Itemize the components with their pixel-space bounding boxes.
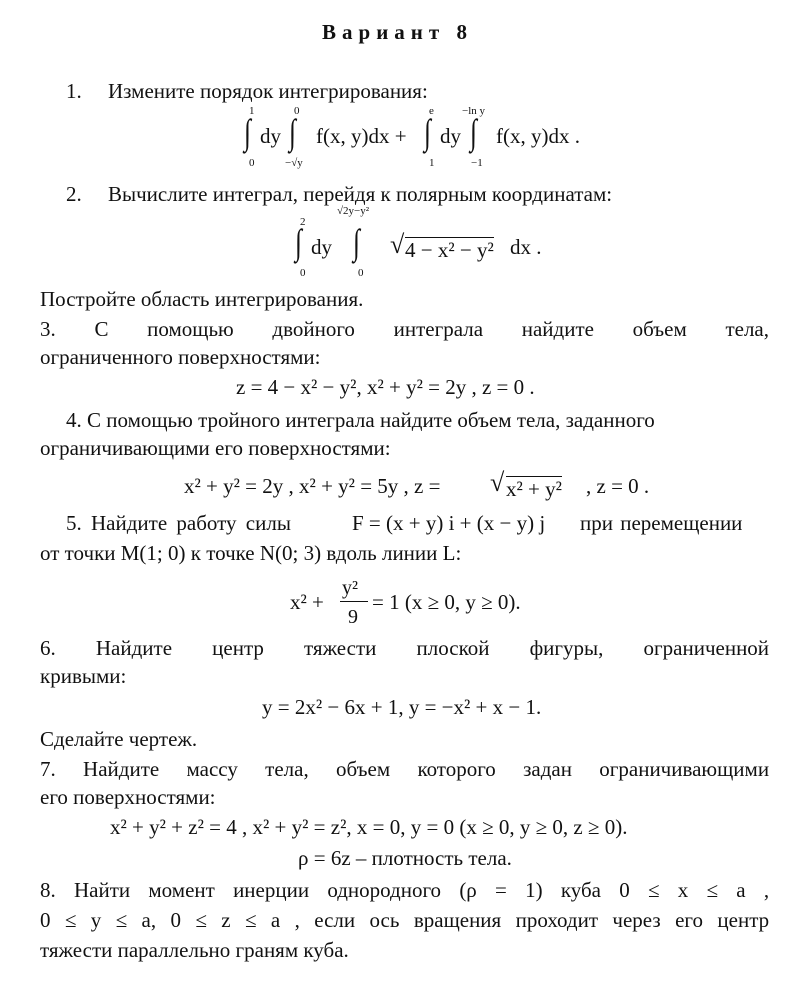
- task-3-formula: z = 4 − x² − y², x² + y² = 2y , z = 0 .: [236, 375, 535, 399]
- word: 6.: [40, 636, 56, 660]
- word: тела,: [265, 757, 309, 781]
- task-3-line-2: ограниченного поверхностями:: [40, 345, 321, 369]
- task-4-formula-left: x² + y² = 2y , x² + y² = 5y , z =: [184, 474, 441, 498]
- word: 0 ≤ y ≤ a,: [40, 908, 157, 932]
- integral-1-lower: 0: [300, 267, 306, 279]
- word: куба: [560, 878, 601, 902]
- sqrt-sign: √: [390, 230, 405, 259]
- word: помощью: [147, 317, 234, 341]
- formula-part: dy: [440, 124, 461, 148]
- task-7-line-1: [40, 759, 769, 780]
- word: проходит: [515, 908, 599, 932]
- word: двойного: [272, 317, 355, 341]
- word: Найдите: [83, 757, 160, 781]
- integral-1-upper: 1: [249, 105, 255, 117]
- task-5-formula-a: x² +: [290, 590, 324, 614]
- task-7-formula: x² + y² + z² = 4 , x² + y² = z², x = 0, y = 0 (x ≥ 0, y ≥ 0, z ≥ 0).: [110, 815, 628, 839]
- word: тяжести: [304, 636, 377, 660]
- task-8-line-1: [40, 880, 769, 901]
- integral-3-lower: 1: [429, 157, 435, 169]
- integral-sign: ∫: [295, 222, 302, 262]
- task-6-note: Сделайте чертеж.: [40, 727, 198, 751]
- word: инерции: [233, 878, 310, 902]
- integral-3-upper: e: [429, 105, 434, 117]
- task-6-line-2: кривыми:: [40, 664, 127, 688]
- integral-sign: ∫: [244, 112, 251, 152]
- task-2-number: 2.: [66, 182, 82, 206]
- integral-sign: ∫: [353, 222, 360, 262]
- task-7-line-2: его поверхностями:: [40, 785, 216, 809]
- integral-2-lower: −√y: [285, 157, 303, 169]
- word: центр: [717, 908, 770, 932]
- word: момент: [148, 878, 215, 902]
- integral-4-upper: −ln y: [462, 105, 486, 117]
- word: интеграла: [393, 317, 484, 341]
- word: через: [612, 908, 661, 932]
- word: вращения: [413, 908, 502, 932]
- task-5-line-1a: 5. Найдите работу силы: [66, 511, 291, 535]
- integral-4-lower: −1: [471, 157, 483, 169]
- word: найдите: [521, 317, 594, 341]
- word: плоской: [416, 636, 490, 660]
- task-6-formula: y = 2x² − 6x + 1, y = −x² + x − 1.: [262, 695, 542, 719]
- formula-part: f(x, y)dx .: [496, 124, 580, 148]
- integral-2-upper: √2y−y²: [337, 205, 370, 217]
- task-8-line-3: тяжести параллельно граням куба.: [40, 938, 349, 962]
- integral-1-lower: 0: [249, 157, 255, 169]
- task-5-force: F = (x + y) i + (x − y) j: [352, 511, 546, 535]
- task-2-note: Постройте область интегрирования.: [40, 287, 364, 311]
- task-5-formula-b: = 1 (x ≥ 0, y ≥ 0).: [372, 590, 521, 614]
- word: 8.: [40, 878, 56, 902]
- word: если: [314, 908, 356, 932]
- integral-2-lower: 0: [358, 267, 364, 279]
- fraction-bar: [340, 601, 368, 602]
- variant-title: Вариант 8: [322, 20, 473, 44]
- task-6-line-1: [40, 638, 769, 659]
- formula-part: dy: [260, 124, 281, 148]
- task-4-formula-right: , z = 0 .: [586, 474, 650, 498]
- word: его: [675, 908, 703, 932]
- task-7-density: ρ = 6z – плотность тела.: [298, 846, 512, 870]
- task-5-frac-den: 9: [348, 606, 358, 628]
- task-5-line-2: от точки M(1; 0) к точке N(0; 3) вдоль линии L:: [40, 541, 462, 565]
- radicand: 4 − x² − y²: [405, 238, 494, 262]
- word: которого: [417, 757, 496, 781]
- integral-1-upper: 2: [300, 216, 306, 228]
- formula-part: f(x, y)dx +: [316, 124, 407, 148]
- task-5-line-1b: при перемещении: [580, 511, 743, 535]
- integral-2-upper: 0: [294, 105, 300, 117]
- task-1-text: Измените порядок интегрирования:: [108, 79, 428, 103]
- word: ограниченной: [643, 636, 770, 660]
- sqrt-sign: √: [490, 468, 505, 497]
- word: 0 ≤ z ≤ a ,: [170, 908, 300, 932]
- task-1-number: 1.: [66, 79, 82, 103]
- word: С: [94, 317, 109, 341]
- formula-part: dy: [311, 235, 332, 259]
- task-4-line-1: 4. С помощью тройного интеграла найдите объем тела, заданного: [66, 408, 655, 432]
- integral-sign: ∫: [470, 112, 477, 152]
- task-3-line-1: [40, 319, 769, 340]
- word: массу: [186, 757, 238, 781]
- word: однородного: [327, 878, 442, 902]
- word: центр: [212, 636, 264, 660]
- word: 3.: [40, 317, 56, 341]
- task-5-frac-num: y²: [342, 577, 358, 599]
- word: тела,: [725, 317, 770, 341]
- word: ось: [369, 908, 400, 932]
- word: задан: [523, 757, 572, 781]
- word: Найти: [74, 878, 131, 902]
- formula-part: dx .: [510, 235, 542, 259]
- word: объем: [632, 317, 687, 341]
- integral-sign: ∫: [289, 112, 296, 152]
- word: 7.: [40, 757, 56, 781]
- word: фигуры,: [529, 636, 604, 660]
- word: (ρ = 1): [459, 878, 543, 902]
- word: Найдите: [95, 636, 173, 660]
- word: объем: [336, 757, 391, 781]
- word: 0 ≤ x ≤ a ,: [619, 878, 770, 902]
- task-8-line-2: [40, 910, 769, 931]
- task-2-text: Вычислите интеграл, перейдя к полярным координатам:: [108, 182, 613, 206]
- integral-sign: ∫: [424, 112, 431, 152]
- task-4-radicand: x² + y²: [506, 477, 562, 501]
- word: ограничивающими: [599, 757, 770, 781]
- task-4-line-2: ограничивающими его поверхностями:: [40, 436, 391, 460]
